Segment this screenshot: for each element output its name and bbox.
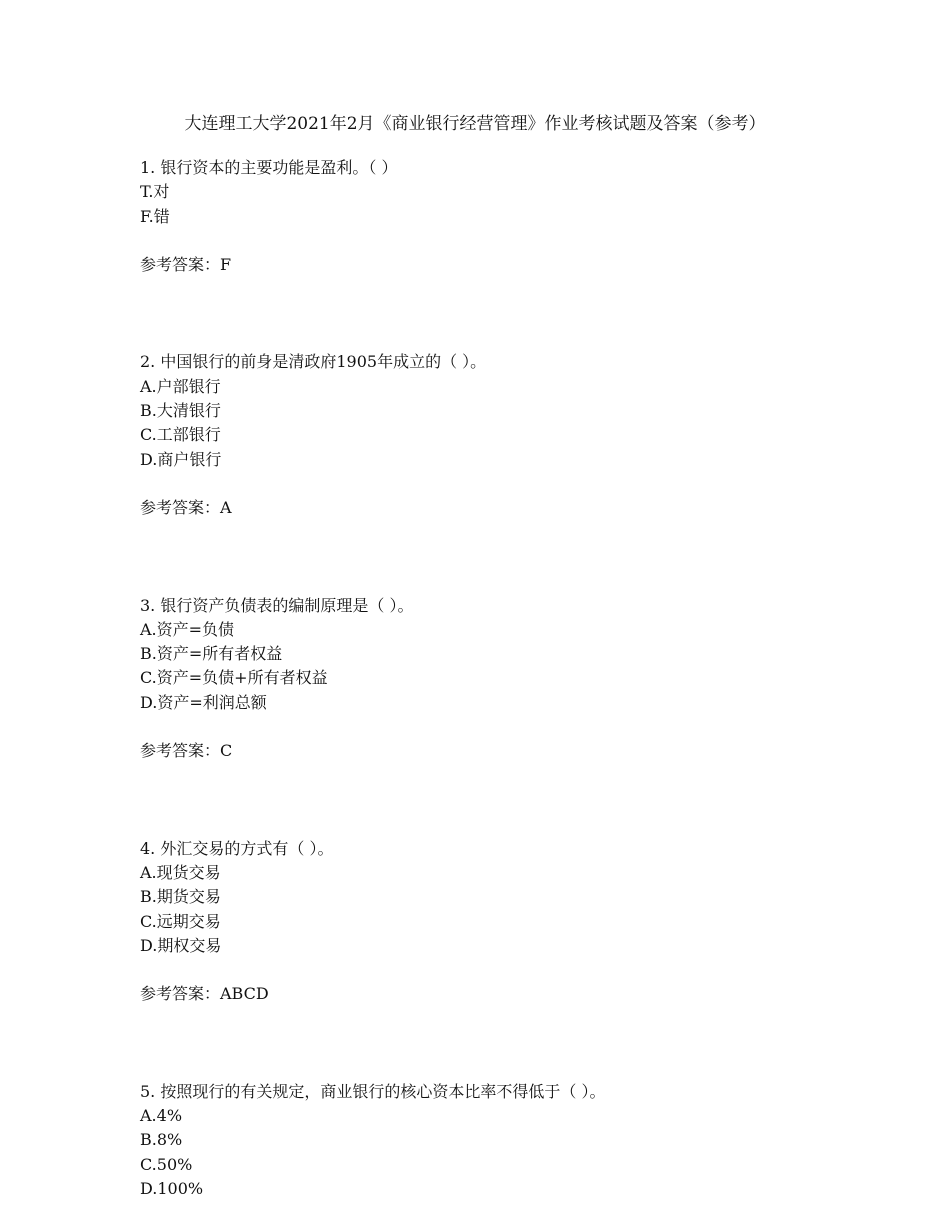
option-b: B.8% [140,1130,183,1150]
option-a: A.户部银行 [140,376,221,396]
option-c: C.50% [140,1154,193,1174]
option-b: B.期货交易 [140,887,221,907]
option-f: F.错 [140,206,170,226]
question-number: 2. [140,352,156,372]
question-stem [140,156,900,180]
question-spacer [140,764,900,837]
option-b: B.资产=所有者权益 [140,644,283,664]
question-text: 按照现行的有关规定，商业银行的核心资本比率不得低于（ ）。 [160,1081,606,1101]
option-c: C.资产=负债+所有者权益 [140,668,328,688]
question-text: 银行资产负债表的编制原理是（ ）。 [160,595,414,615]
question-text: 中国银行的前身是清政府1905年成立的（ ）。 [160,352,487,372]
document-title: 大连理工大学2021年2月《商业银行经营管理》作业考核试题及答案（参考） [184,114,766,134]
option-d: D.商户银行 [140,449,222,469]
question-stem [140,837,900,861]
reference-answer: 参考答案：A [140,498,232,518]
question-3 [140,594,900,764]
question-stem [140,1080,900,1104]
reference-answer: 参考答案：C [140,741,233,761]
question-spacer [140,521,900,594]
question-stem [140,594,900,618]
question-4 [140,837,900,1007]
option-d: D.期权交易 [140,935,222,955]
question-number: 5. [140,1081,156,1101]
option-c: C.远期交易 [140,911,221,931]
option-b: B.大清银行 [140,401,221,421]
question-spacer [140,1007,900,1080]
option-d: D.100% [140,1178,204,1198]
option-d: D.资产=利润总额 [140,692,267,712]
question-text: 银行资本的主要功能是盈利。（ ） [160,158,398,177]
question-number: 4. [140,838,156,858]
question-number: 1. [140,158,156,177]
question-number: 3. [140,595,156,615]
option-a: A.现货交易 [140,862,221,882]
option-c: C.工部银行 [140,425,221,445]
question-5 [140,1080,900,1201]
option-a: A.4% [140,1106,183,1126]
question-1 [140,156,900,277]
reference-answer: 参考答案：F [140,255,232,275]
question-spacer [140,277,900,350]
question-list [140,156,900,1201]
reference-answer: 参考答案：ABCD [140,984,269,1004]
question-text: 外汇交易的方式有（ ）。 [160,838,334,858]
option-t: T.对 [140,182,170,202]
option-a: A.资产=负债 [140,619,235,639]
question-2 [140,350,900,520]
question-stem [140,350,900,374]
